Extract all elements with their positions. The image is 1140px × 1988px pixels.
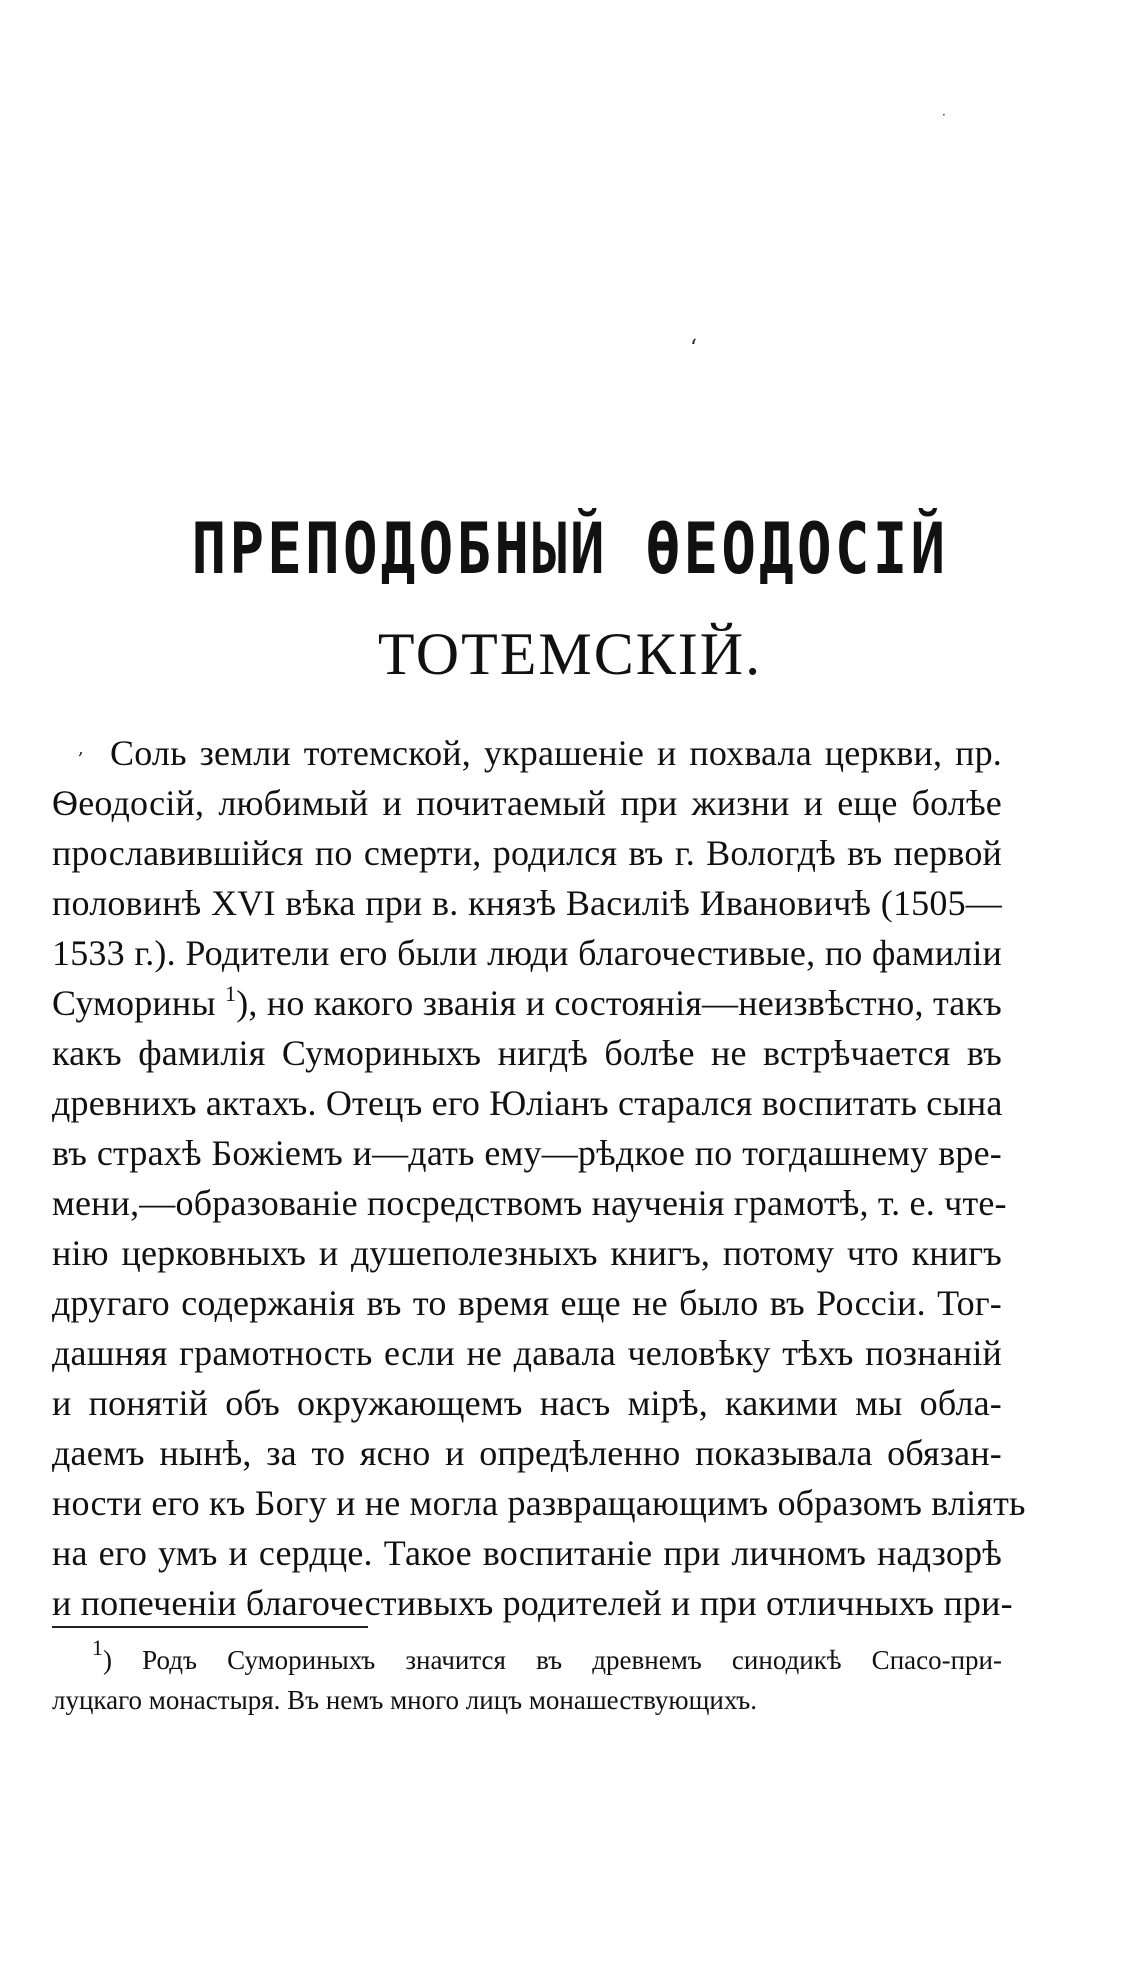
body-line: и понятій объ окружающемъ насъ мірѣ, какими мы обла- [52, 1383, 1002, 1423]
body-line: даемъ нынѣ, за то ясно и опредѣленно показывала обязан- [52, 1433, 1002, 1473]
footnote [52, 1635, 1002, 1720]
footnote-line [52, 1635, 1002, 1680]
body-line: какъ фамилія Сумориныхъ нигдѣ болѣе не встрѣчается въ [52, 1033, 1002, 1073]
body-line: 1533 г.). Родители его были люди благочестивые, по фамиліи [52, 933, 1002, 973]
scan-speck: ʻ [690, 336, 697, 361]
footnote-line-text: ) Родъ Сумориныхъ значится въ древнемъ синодикѣ Спасо-при- [103, 1645, 1002, 1675]
body-line-part: Суморины [52, 983, 216, 1023]
body-line-part: ), но какого званія и состоянія—неизвѣстно, такъ [236, 983, 1002, 1023]
scan-speck: · [942, 108, 946, 122]
body-line [52, 978, 1002, 1028]
scan-speck: , [78, 738, 84, 759]
body-line: и попеченіи благочестивыхъ родителей и при отличныхъ при- [52, 1583, 1013, 1623]
body-line: Соль земли тотемской, украшеніе и похвала церкви, пр. [110, 733, 1002, 773]
body-text [52, 728, 1026, 1628]
footnote-reference: 1 [225, 981, 237, 1006]
footnote-divider [52, 1626, 368, 1628]
body-line: въ страхѣ Божіемъ и—дать ему—рѣдкое по тогдашнему вре- [52, 1133, 1002, 1173]
body-line: другаго содержанія въ то время еще не было въ Россіи. Тог- [52, 1283, 1002, 1323]
title-line-1: ПРЕПОДОБНЫЙ ѲЕОДОСІЙ [191, 508, 949, 590]
body-line: древнихъ актахъ. Отецъ его Юліанъ старался воспитать сына [52, 1083, 1003, 1123]
body-line: мени,—образованіе посредствомъ наученія грамотѣ, т. е. чте- [52, 1183, 1007, 1223]
body-line: дашняя грамотность если не давала человѣку тѣхъ познаній [52, 1333, 1002, 1373]
body-line: ности его къ Богу и не могла развращающимъ образомъ вліять [52, 1483, 1026, 1523]
body-line: половинѣ XVI вѣка при в. князѣ Василіѣ Ивановичѣ (1505— [52, 883, 1002, 923]
body-line: на его умъ и сердце. Такое воспитаніе при личномъ надзорѣ [52, 1533, 1002, 1573]
footnote-marker: 1 [92, 1635, 103, 1660]
title-line-2: ТОТЕМСКІЙ. [377, 621, 763, 687]
body-line: Ѳеодосій, любимый и почитаемый при жизни и еще болѣе [52, 783, 1002, 823]
body-line: нію церковныхъ и душеполезныхъ книгъ, потому что книгъ [52, 1233, 1002, 1273]
footnote-line: луцкаго монастыря. Въ немъ много лицъ монашествующихъ. [52, 1685, 758, 1715]
body-line: прославившійся по смерти, родился въ г. Вологдѣ въ первой [52, 833, 1002, 873]
